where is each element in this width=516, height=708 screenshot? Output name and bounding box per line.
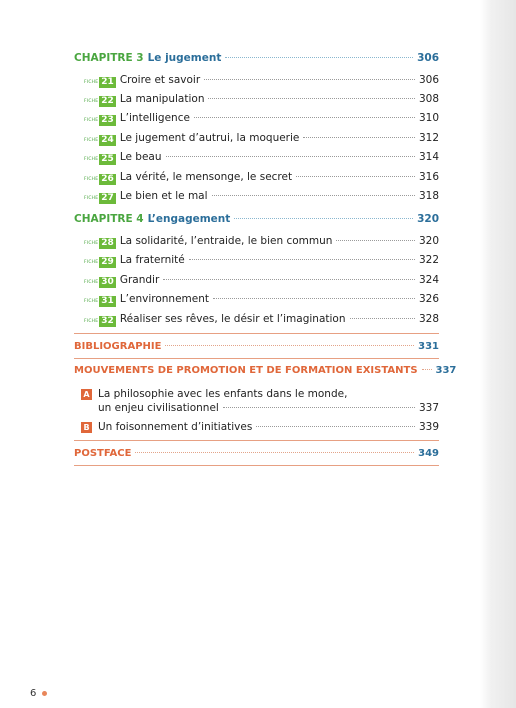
page-number: 337 bbox=[435, 365, 457, 376]
dot-leader bbox=[166, 156, 415, 157]
page-number: 306 bbox=[417, 52, 439, 64]
dot-leader bbox=[234, 218, 413, 219]
page-number: 312 bbox=[418, 132, 439, 144]
fiche-badge: FICHE 31 bbox=[84, 296, 114, 306]
page-number: 337 bbox=[418, 402, 439, 414]
toc-entry-fiche-21[interactable] bbox=[74, 74, 439, 88]
toc-entry-fiche-24[interactable] bbox=[74, 132, 439, 146]
dot-leader bbox=[336, 240, 415, 241]
toc-entry-fiche-26[interactable] bbox=[74, 171, 439, 185]
entry-title: La vérité, le mensonge, le secret bbox=[119, 171, 293, 183]
dot-leader bbox=[135, 452, 414, 453]
letter-badge-b: B bbox=[81, 422, 92, 433]
entry-title: Réaliser ses rêves, le désir et l’imagination bbox=[119, 313, 346, 325]
orange-dot-icon bbox=[42, 691, 47, 696]
section-divider bbox=[74, 358, 439, 359]
page-number: 316 bbox=[418, 171, 439, 183]
page-number: 339 bbox=[418, 421, 439, 433]
entry-title: Le beau bbox=[119, 151, 162, 163]
entry-title: L’intelligence bbox=[119, 112, 190, 124]
page-number: 320 bbox=[417, 213, 439, 225]
dot-leader bbox=[223, 407, 415, 408]
dot-leader bbox=[208, 98, 414, 99]
fiche-badge: FICHE 27 bbox=[84, 193, 114, 203]
entry-title: La fraternité bbox=[119, 254, 185, 266]
page-number: 306 bbox=[418, 74, 439, 86]
page-number: 308 bbox=[418, 93, 439, 105]
section-divider bbox=[74, 333, 439, 334]
bibliographie-heading[interactable] bbox=[74, 341, 439, 352]
dot-leader bbox=[213, 298, 415, 299]
toc-entry-fiche-27[interactable] bbox=[74, 190, 439, 204]
toc-entry-a-line2[interactable] bbox=[98, 402, 439, 414]
fiche-badge: FICHE 29 bbox=[84, 257, 114, 267]
fiche-badge: FICHE 21 bbox=[84, 77, 114, 87]
section-divider bbox=[74, 465, 439, 466]
page-number: 324 bbox=[418, 274, 439, 286]
page-footer bbox=[30, 688, 47, 699]
entry-title: Un foisonnement d’initiatives bbox=[98, 421, 253, 433]
fiche-badge: FICHE 30 bbox=[84, 277, 114, 287]
section-title: BIBLIOGRAPHIE bbox=[74, 341, 162, 352]
toc-entry-fiche-30[interactable] bbox=[74, 274, 439, 288]
page-number: 318 bbox=[418, 190, 439, 202]
fiche-badge: FICHE 22 bbox=[84, 96, 114, 106]
page-edge-shadow bbox=[480, 0, 516, 708]
toc-entry-a-line1[interactable] bbox=[74, 388, 347, 400]
toc-entry-b[interactable] bbox=[74, 421, 439, 433]
entry-title: Le bien et le mal bbox=[119, 190, 208, 202]
toc-entry-fiche-31[interactable] bbox=[74, 293, 439, 307]
section-title: MOUVEMENTS DE PROMOTION ET DE FORMATION EXISTANTS bbox=[74, 365, 418, 376]
entry-title: Croire et savoir bbox=[119, 74, 201, 86]
fiche-badge: FICHE 28 bbox=[84, 238, 114, 248]
page-number: 310 bbox=[418, 112, 439, 124]
page-number: 331 bbox=[418, 341, 439, 352]
toc-entry-fiche-29[interactable] bbox=[74, 254, 439, 268]
chapter-name: Le jugement bbox=[147, 52, 222, 64]
dot-leader bbox=[256, 426, 415, 427]
section-divider bbox=[74, 440, 439, 441]
chapter-3-heading[interactable] bbox=[74, 52, 439, 64]
postface-heading[interactable] bbox=[74, 448, 439, 459]
entry-title: La manipulation bbox=[119, 93, 205, 105]
dot-leader bbox=[212, 195, 415, 196]
entry-title: un enjeu civilisationnel bbox=[98, 402, 219, 414]
toc-entry-fiche-25[interactable] bbox=[74, 151, 439, 165]
dot-leader bbox=[194, 117, 415, 118]
toc-entry-fiche-22[interactable] bbox=[74, 93, 439, 107]
letter-badge-a: A bbox=[81, 389, 92, 400]
chapter-4-heading[interactable] bbox=[74, 213, 439, 225]
dot-leader bbox=[422, 369, 432, 370]
dot-leader bbox=[163, 279, 415, 280]
dot-leader bbox=[204, 79, 415, 80]
page-number: 320 bbox=[418, 235, 439, 247]
fiche-badge: FICHE 32 bbox=[84, 316, 114, 326]
dot-leader bbox=[350, 318, 415, 319]
dot-leader bbox=[225, 57, 413, 58]
fiche-badge: FICHE 23 bbox=[84, 115, 114, 125]
page-number: 328 bbox=[418, 313, 439, 325]
dot-leader bbox=[303, 137, 415, 138]
entry-title: La solidarité, l’entraide, le bien commun bbox=[119, 235, 333, 247]
chapter-label: CHAPITRE 3 bbox=[74, 52, 144, 64]
entry-title: L’environnement bbox=[119, 293, 210, 305]
dot-leader bbox=[165, 345, 414, 346]
dot-leader bbox=[189, 259, 415, 260]
chapter-label: CHAPITRE 4 bbox=[74, 213, 144, 225]
fiche-badge: FICHE 26 bbox=[84, 174, 114, 184]
section-title: POSTFACE bbox=[74, 448, 132, 459]
toc-entry-fiche-28[interactable] bbox=[74, 235, 439, 249]
entry-title: Le jugement d’autrui, la moquerie bbox=[119, 132, 300, 144]
entry-title: Grandir bbox=[119, 274, 160, 286]
toc-entry-fiche-32[interactable] bbox=[74, 313, 439, 327]
dot-leader bbox=[296, 176, 415, 177]
chapter-name: L’engagement bbox=[147, 213, 231, 225]
footer-page-number: 6 bbox=[30, 688, 37, 699]
fiche-badge: FICHE 25 bbox=[84, 154, 114, 164]
page-number: 322 bbox=[418, 254, 439, 266]
page-number: 314 bbox=[418, 151, 439, 163]
fiche-badge: FICHE 24 bbox=[84, 135, 114, 145]
mouvements-heading[interactable] bbox=[74, 365, 457, 376]
toc-entry-fiche-23[interactable] bbox=[74, 112, 439, 126]
page-number: 326 bbox=[418, 293, 439, 305]
entry-title: La philosophie avec les enfants dans le monde, bbox=[98, 388, 348, 400]
page-number: 349 bbox=[418, 448, 439, 459]
